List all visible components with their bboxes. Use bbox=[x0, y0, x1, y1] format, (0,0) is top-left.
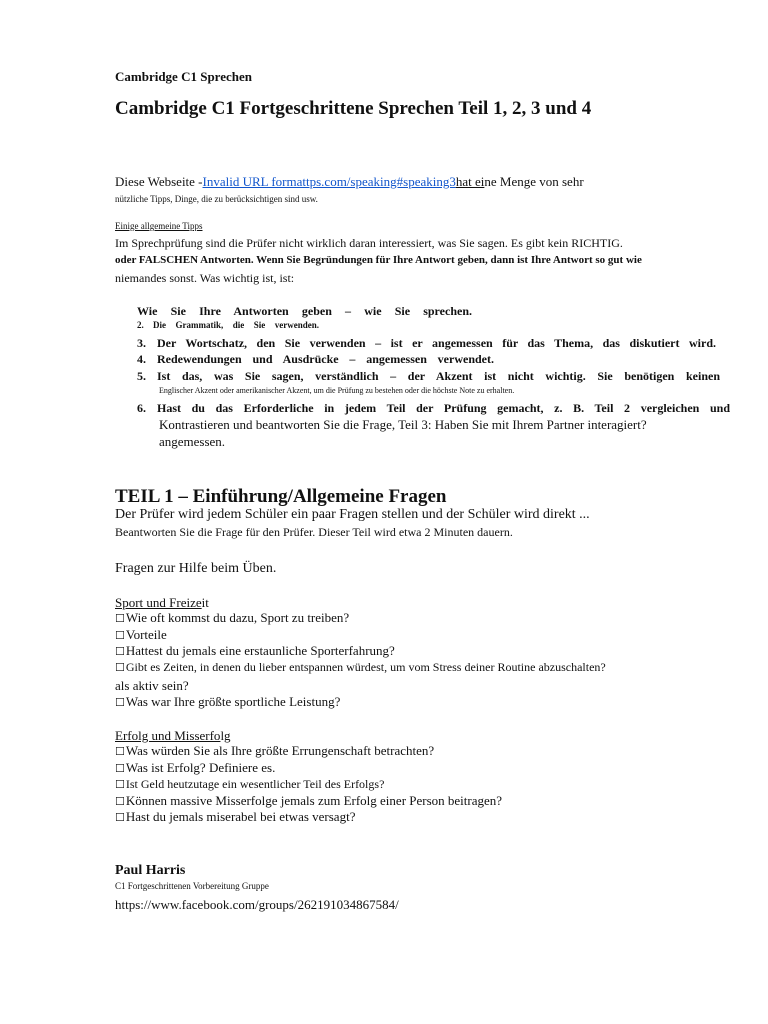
erfolg-question-3 bbox=[115, 777, 384, 792]
checkbox-icon: ☐ bbox=[115, 645, 125, 658]
intro-prefix: Diese Webseite - bbox=[115, 174, 203, 189]
checkbox-icon: ☐ bbox=[115, 696, 125, 709]
erfolg-heading bbox=[115, 728, 231, 744]
teil-1-line-1: Der Prüfer wird jedem Schüler ein paar Fragen stellen und der Schüler wird direkt ... bbox=[115, 507, 590, 522]
erfolg-question-2 bbox=[115, 760, 275, 776]
intro-line-2: nützliche Tipps, Dinge, die zu berücksichtigen sind usw. bbox=[115, 194, 318, 204]
erfolg-question-4 bbox=[115, 793, 502, 809]
checkbox-icon: ☐ bbox=[115, 762, 125, 775]
checkbox-icon: ☐ bbox=[115, 661, 125, 674]
intro-suffix-underlined: hat ei bbox=[455, 174, 485, 189]
intro-suffix: ne Menge von sehr bbox=[484, 174, 584, 189]
question-text: Was ist Erfolg? Definiere es. bbox=[125, 760, 276, 775]
question-text: Können massive Misserfolge jemals zum Erfolg einer Person beitragen? bbox=[125, 793, 503, 808]
erfolg-heading-underlined: Erfolg und Misserfo bbox=[115, 728, 221, 743]
sport-question-4 bbox=[115, 660, 606, 675]
list-item-4: Redewendungen und Ausdrücke – angemessen verwendet. bbox=[157, 352, 494, 366]
checkbox-icon: ☐ bbox=[115, 811, 125, 824]
erfolg-heading-rest: lg bbox=[220, 728, 231, 743]
list-item-5-number: 5. bbox=[137, 369, 146, 383]
erfolg-question-5 bbox=[115, 809, 355, 825]
question-text: Was war Ihre größte sportliche Leistung? bbox=[125, 694, 341, 709]
checkbox-icon: ☐ bbox=[115, 778, 125, 791]
question-text: Hast du jemals miserabel bei etwas versagt? bbox=[125, 809, 356, 824]
sport-heading-underlined: Sport und Freize bbox=[115, 595, 202, 610]
checkbox-icon: ☐ bbox=[115, 629, 125, 642]
sport-question-4-continued: als aktiv sein? bbox=[115, 678, 189, 693]
list-item-5-sub: Englischer Akzent oder amerikanischer Akzent, um die Prüfung zu bestehen oder die höchste Note zu erhalten. bbox=[159, 386, 515, 395]
intro-line bbox=[115, 174, 584, 190]
list-item-4-number: 4. bbox=[137, 352, 146, 366]
sport-question-1 bbox=[115, 610, 349, 626]
tips-paragraph-1: Im Sprechprüfung sind die Prüfer nicht wirklich daran interessiert, was Sie sagen. Es gibt kein RICHTIG. bbox=[115, 236, 623, 250]
small-title: Cambridge C1 Sprechen bbox=[115, 69, 252, 84]
question-text: Hattest du jemals eine erstaunliche Sporterfahrung? bbox=[125, 643, 395, 658]
checkbox-icon: ☐ bbox=[115, 795, 125, 808]
teil-1-line-2: Beantworten Sie die Frage für den Prüfer. Dieser Teil wird etwa 2 Minuten dauern. bbox=[115, 525, 513, 539]
sport-question-3 bbox=[115, 643, 395, 659]
speaking-link[interactable]: Invalid URL formattps.com/speaking#speaking3 bbox=[202, 174, 456, 189]
question-text: Gibt es Zeiten, in denen du lieber entspannen würdest, um vom Stress deiner Routine abzuschalten? bbox=[125, 660, 606, 674]
group-name: C1 Fortgeschrittenen Vorbereitung Gruppe bbox=[115, 881, 269, 891]
tips-paragraph-2: oder FALSCHEN Antworten. Wenn Sie Begründungen für Ihre Antwort geben, dann ist Ihre Antwort so gut wie bbox=[115, 254, 642, 266]
list-item-2: Die Grammatik, die Sie verwenden. bbox=[153, 320, 319, 330]
checkbox-icon: ☐ bbox=[115, 612, 125, 625]
question-text: Vorteile bbox=[125, 627, 167, 642]
tips-paragraph-3: niemandes sonst. Was wichtig ist, ist: bbox=[115, 271, 295, 285]
sport-question-5 bbox=[115, 694, 340, 710]
list-item-1: Wie Sie Ihre Antworten geben – wie Sie sprechen. bbox=[137, 304, 472, 318]
list-item-2-number: 2. bbox=[137, 320, 144, 330]
list-item-6-line-2: Kontrastieren und beantworten Sie die Frage, Teil 3: Haben Sie mit Ihrem Partner interagiert? bbox=[159, 417, 647, 432]
list-item-3: Der Wortschatz, den Sie verwenden – ist er angemessen für das Thema, das diskutiert wird. bbox=[157, 336, 716, 350]
list-item-6-number: 6. bbox=[137, 401, 146, 415]
author-name: Paul Harris bbox=[115, 863, 186, 878]
sport-heading-rest: it bbox=[201, 595, 209, 610]
checkbox-icon: ☐ bbox=[115, 745, 125, 758]
list-item-6: Hast du das Erforderliche in jedem Teil der Prüfung gemacht, z. B. Teil 2 vergleichen und bbox=[157, 401, 730, 415]
facebook-group-url[interactable]: https://www.facebook.com/groups/262191034867584/ bbox=[115, 897, 399, 912]
question-text: Ist Geld heutzutage ein wesentlicher Teil des Erfolgs? bbox=[125, 777, 385, 791]
erfolg-question-1 bbox=[115, 743, 434, 759]
tips-heading: Einige allgemeine Tipps bbox=[115, 221, 203, 231]
question-text: Wie oft kommst du dazu, Sport zu treiben? bbox=[125, 610, 350, 625]
sport-question-2 bbox=[115, 627, 167, 643]
list-item-6-line-3: angemessen. bbox=[159, 434, 226, 449]
sport-heading bbox=[115, 595, 209, 611]
practice-heading: Fragen zur Hilfe beim Üben. bbox=[115, 561, 277, 576]
page-title: Cambridge C1 Fortgeschrittene Sprechen Teil 1, 2, 3 und 4 bbox=[115, 98, 592, 119]
list-item-5: Ist das, was Sie sagen, verständlich – der Akzent ist nicht wichtig. Sie benötigen keinen bbox=[157, 369, 720, 383]
list-item-3-number: 3. bbox=[137, 336, 146, 350]
teil-1-heading: TEIL 1 – Einführung/Allgemeine Fragen bbox=[115, 486, 447, 507]
question-text: Was würden Sie als Ihre größte Errungenschaft betrachten? bbox=[125, 743, 435, 758]
